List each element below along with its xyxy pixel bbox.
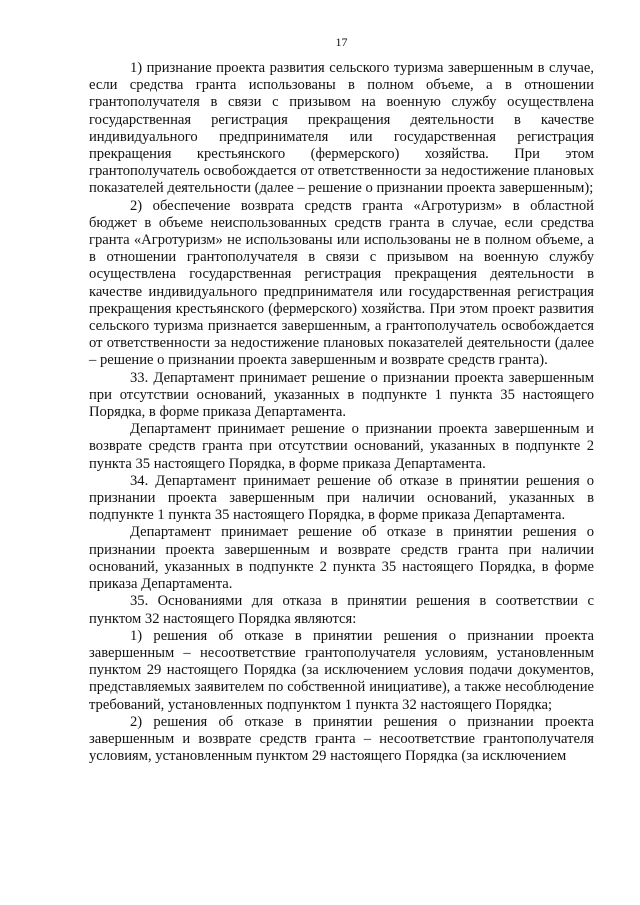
paragraph-clause-34: 34. Департамент принимает решение об отказе в принятии решения о признании проекта завершенным при наличии оснований, указанных в подпункте 1 пункта 35 настоящего Порядка, в форме приказа Департамента. xyxy=(89,472,594,524)
paragraph-clause-33: 33. Департамент принимает решение о признании проекта завершенным при отсутствии оснований, указанных в подпункте 1 пункта 35 настоящего Порядка, в форме приказа Департамента. xyxy=(89,369,594,421)
paragraph-clause-33-second: Департамент принимает решение о признании проекта завершенным и возврате средств гранта при отсутствии оснований, указанных в подпункте 2 пункта 35 настоящего Порядка, в форме приказа Департамента. xyxy=(89,421,594,472)
page-number: 17 xyxy=(335,35,348,49)
paragraph-subpoint-1: 1) признание проекта развития сельского туризма завершенным в случае, если средства гранта использованы в полном объеме, а в отношении грантополучателя в связи с призывом на военную службу осуществлена государственная регистрация прекращения деятельности в качестве индивидуального предпринимателя или государственная регистрация прекращения крестьянского (фермерского) хозяйства. При этом грантополучатель освобождается от ответственности за недостижение плановых показателей деятельности (далее – решение о признании проекта завершенным); xyxy=(89,60,594,197)
paragraph-subpoint-2: 2) обеспечение возврата средств гранта «Агротуризм» в областной бюджет в объеме неиспользованных средств гранта в случае, если средства гранта «Агротуризм» не использованы или использованы не в полном объеме, а в отношении грантополучателя в связи с призывом на военную службу осуществлена государственная регистрация прекращения деятельности в качестве индивидуального предпринимателя или государственная регистрация прекращения крестьянского (фермерского) хозяйства. При этом проект развития сельского туризма признается завершенным, а грантополучатель освобождается от ответственности за недостижение плановых показателей деятельности (далее – решение о признании проекта завершенным и возврате средств гранта). xyxy=(89,197,594,369)
document-body xyxy=(89,60,594,765)
paragraph-clause-35-subpoint-1: 1) решения об отказе в принятии решения о признании проекта завершенным – несоответствие грантополучателя условиям, установленным пунктом 29 настоящего Порядка (за исключением условия подачи документов, представляемых заявителем по собственной инициативе), а также несоблюдение требований, установленных подпунктом 1 пункта 32 настоящего Порядка; xyxy=(89,627,594,713)
paragraph-clause-35: 35. Основаниями для отказа в принятии решения в соответствии с пунктом 32 настоящего Порядка являются: xyxy=(89,593,594,627)
paragraph-clause-35-subpoint-2: 2) решения об отказе в принятии решения о признании проекта завершенным и возврате средств гранта – несоответствие грантополучателя условиям, установленным пунктом 29 настоящего Порядка (за исключением xyxy=(89,713,594,765)
paragraph-clause-34-second: Департамент принимает решение об отказе в принятии решения о признании проекта завершенным и возврате средств гранта при наличии оснований, указанных в подпункте 2 пункта 35 настоящего Порядка, в форме приказа Департамента. xyxy=(89,524,594,593)
